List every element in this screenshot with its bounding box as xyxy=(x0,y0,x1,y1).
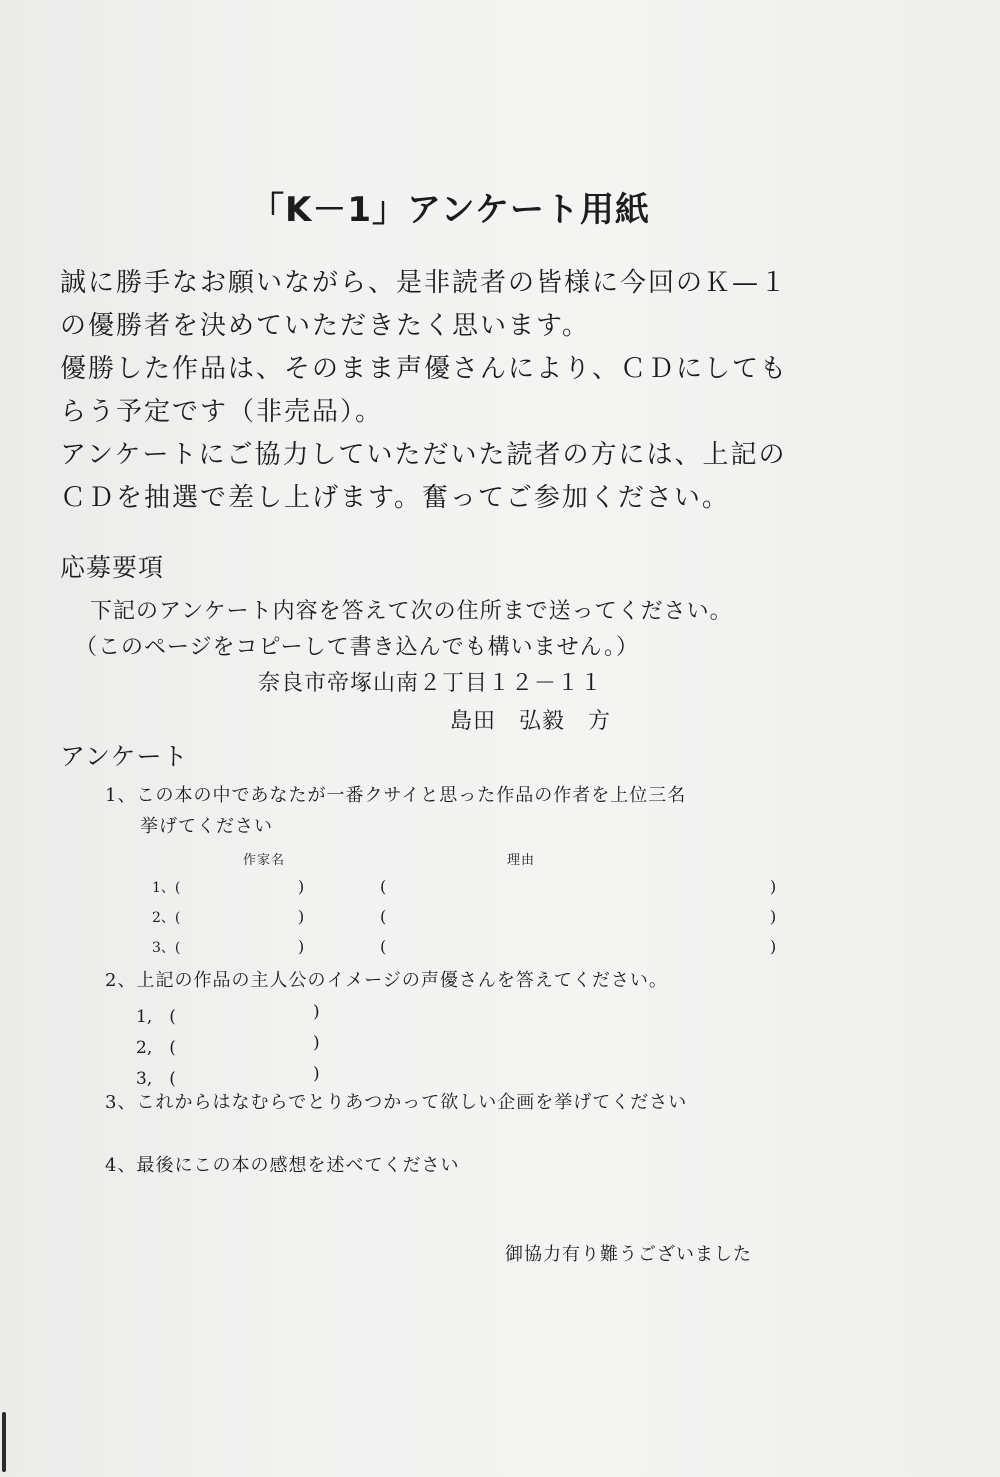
intro-line-5: アンケートにご協力していただいた読者の方には、上記の xyxy=(60,440,787,470)
q1-rank-3-label: 3、( xyxy=(152,940,181,956)
q1-author-3-close: ) xyxy=(298,937,305,956)
q2-answer-3-label: 3, ( xyxy=(136,1069,176,1089)
intro-line-2: の優勝者を決めていただきたく思います。 xyxy=(60,311,590,341)
question-2: 2、上記の作品の主人公のイメージの声優さんを答えてください。 xyxy=(105,970,668,991)
mailing-recipient: 島田 弘毅 方 xyxy=(450,709,612,734)
q2-answer-1-label: 1, ( xyxy=(136,1007,176,1027)
q1-rank-2-label: 2、( xyxy=(152,910,181,926)
question-1: 1、この本の中であなたが一番クサイと思った作品の作者を上位三名 xyxy=(105,785,687,806)
mailing-address: 奈良市帝塚山南２丁目１２－１１ xyxy=(258,671,604,696)
reason-column-label: 理由 xyxy=(507,853,536,868)
q1-reason-1-close: ) xyxy=(770,877,777,896)
question-3: 3、これからはなむらでとりあつかって欲しい企画を挙げてください xyxy=(105,1092,688,1113)
q1-author-1-close: ) xyxy=(298,877,305,896)
q1-reason-3-open: ( xyxy=(380,937,387,956)
intro-line-6: ＣＤを抽選で差し上げます。奮ってご参加ください。 xyxy=(60,483,730,513)
q2-answer-1-close: ) xyxy=(313,1002,320,1022)
q2-answer-3-close: ) xyxy=(313,1064,320,1084)
q1-reason-3-close: ) xyxy=(770,937,777,956)
author-name-column-label: 作家名 xyxy=(243,853,286,868)
edge-mark xyxy=(2,1412,6,1472)
q2-answer-2-label: 2, ( xyxy=(136,1038,176,1058)
survey-heading: アンケート xyxy=(60,742,189,771)
application-instruction: 下記のアンケート内容を答えて次の住所まで送ってください。 xyxy=(90,599,733,624)
intro-line-3: 優勝した作品は、そのまま声優さんにより、ＣＤにしても xyxy=(60,354,789,384)
application-copy-note: （このページをコピーして書き込んでも構いません。） xyxy=(75,635,640,660)
q1-reason-2-close: ) xyxy=(770,907,777,926)
intro-line-1: 誠に勝手なお願いながら、是非読者の皆様に今回のＫ—１ xyxy=(60,268,789,298)
closing-thanks: 御協力有り難うございました xyxy=(505,1244,752,1265)
application-heading: 応募要項 xyxy=(60,553,165,582)
intro-line-4: らう予定です（非売品）。 xyxy=(60,397,384,427)
question-1-continued: 挙げてください xyxy=(140,816,273,837)
q1-rank-1-label: 1、( xyxy=(152,880,181,896)
q2-answer-2-close: ) xyxy=(313,1033,320,1053)
page-title: 「K－1」アンケート用紙 xyxy=(250,190,650,230)
q1-reason-1-open: ( xyxy=(380,877,387,896)
question-4: 4、最後にこの本の感想を述べてください xyxy=(105,1155,460,1176)
q1-reason-2-open: ( xyxy=(380,907,387,926)
q1-author-2-close: ) xyxy=(298,907,305,926)
